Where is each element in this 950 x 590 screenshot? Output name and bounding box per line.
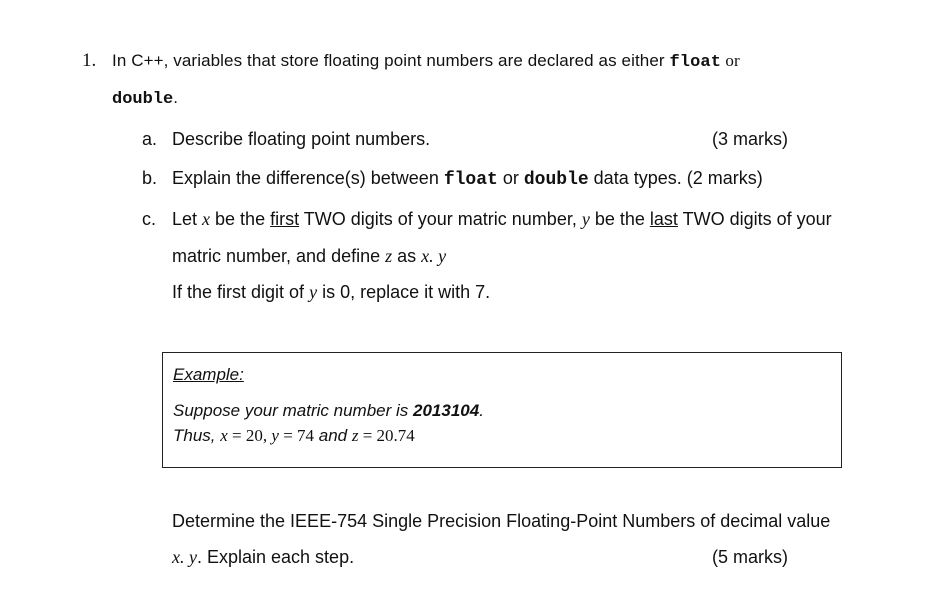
math-x-dot-y: x. y — [172, 547, 197, 567]
part-b-text-start: Explain the difference(s) between — [172, 168, 444, 188]
text-segment: If the first digit of — [172, 282, 310, 302]
part-b-label: b. — [142, 168, 158, 188]
math-x: x — [220, 426, 228, 445]
question-intro — [112, 51, 740, 72]
example-line-2 — [173, 426, 415, 446]
example-title: Example: — [173, 365, 244, 384]
text-segment: is 0, replace it with 7. — [317, 282, 491, 302]
keyword-float: float — [443, 170, 498, 190]
value-x: = 20, — [227, 426, 272, 445]
final-instruction-line-2 — [172, 546, 354, 568]
part-a-marks: (3 marks) — [712, 129, 788, 149]
value-z: = 20.74 — [358, 426, 415, 445]
text-segment: be the — [589, 209, 650, 229]
matric-number: 2013104 — [413, 401, 480, 420]
text-segment: and — [314, 426, 352, 445]
math-z: z — [385, 246, 393, 266]
text-segment: matric number, and define — [172, 246, 386, 266]
math-z: z — [351, 426, 359, 445]
example-line-1 — [173, 401, 484, 421]
math-x-dot-y: x. y — [421, 246, 447, 266]
text-segment: . Explain each step. — [196, 547, 355, 567]
part-b-text-end: data types. (2 marks) — [588, 168, 763, 188]
part-c-line-3 — [172, 281, 490, 303]
keyword-float: float — [669, 53, 721, 72]
part-a-text: Describe floating point numbers. — [172, 129, 431, 149]
math-y: y — [271, 426, 279, 445]
underlined-first: first — [270, 209, 300, 229]
keyword-double: double — [112, 90, 174, 109]
part-c-label: c. — [142, 209, 157, 229]
final-marks: (5 marks) — [712, 547, 788, 567]
final-instruction-line-1: Determine the IEEE-754 Single Precision Floating-Point Numbers of decimal value — [172, 511, 831, 531]
math-x: x — [202, 209, 211, 229]
example-box — [162, 352, 842, 468]
text-segment: Suppose your matric number is — [173, 401, 413, 420]
text-segment: TWO digits of your — [677, 209, 832, 229]
value-y: = 74 — [278, 426, 315, 445]
intro-end: . — [173, 88, 178, 107]
question-number: 1. — [82, 50, 97, 71]
text-segment: be the — [210, 209, 271, 229]
text-segment: as — [392, 246, 422, 266]
text-segment: Thus, — [173, 426, 221, 445]
intro-text: In C++, variables that store floating point numbers are declared as either — [112, 51, 670, 70]
part-c-line-1 — [172, 208, 832, 230]
math-y: y — [309, 282, 318, 302]
part-b-text — [172, 167, 763, 191]
part-b-text-or: or — [497, 168, 524, 188]
keyword-double: double — [523, 170, 589, 190]
part-c-line-2 — [172, 245, 446, 267]
text-segment: . — [479, 401, 484, 420]
question-intro-continued — [112, 88, 178, 109]
underlined-last: last — [649, 209, 678, 229]
text-segment: Let — [172, 209, 203, 229]
math-y: y — [581, 209, 590, 229]
part-a-label: a. — [142, 129, 158, 149]
intro-or: or — [721, 51, 740, 70]
text-segment: TWO digits of your matric number, — [299, 209, 582, 229]
